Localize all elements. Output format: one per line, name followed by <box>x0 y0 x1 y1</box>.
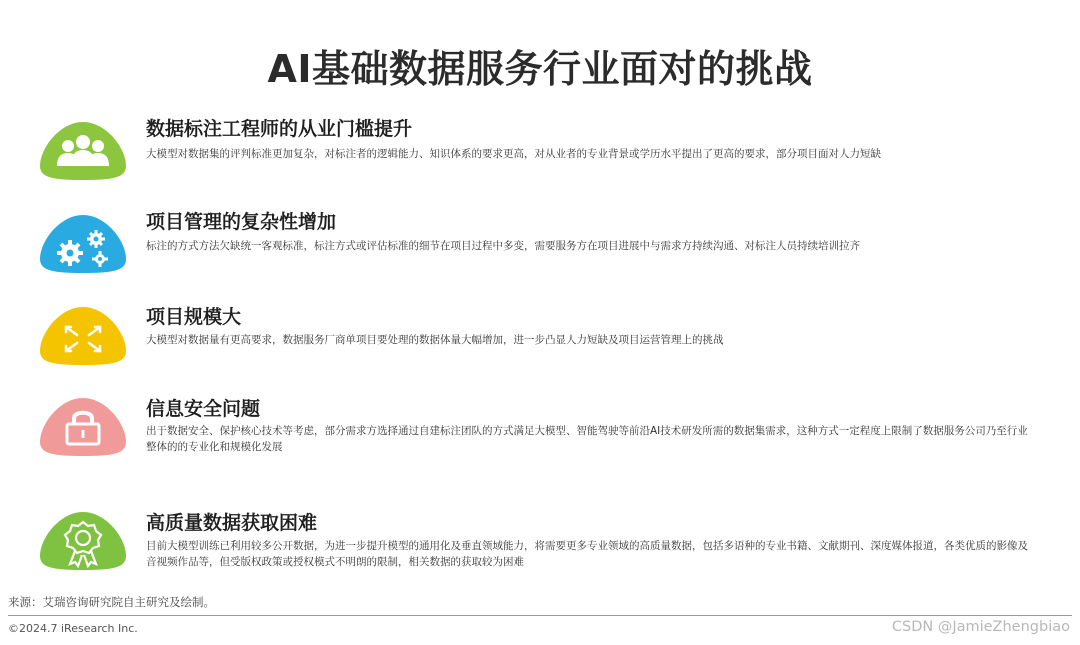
challenge-heading: 高质量数据获取困难 <box>146 512 318 534</box>
copyright: ©2024.7 iResearch Inc. <box>8 622 138 635</box>
footer-divider <box>8 615 1072 616</box>
challenge-heading: 项目管理的复杂性增加 <box>146 211 337 233</box>
challenge-description: 出于数据安全、保护核心技术等考虑，部分需求方选择通过自建标注团队的方式满足大模型、智能驾驶等前沿AI技术研发所需的数据集需求，这种方式一定程度上限制了数据服务公司乃至行业整体的的专业化和规模化发展 <box>146 425 1028 453</box>
challenge-description: 目前大模型训练已利用较多公开数据，为进一步提升模型的通用化及垂直领域能力，将需要更多专业领域的高质量数据，包括多语种的专业书籍、文献期刊、深度媒体报道，各类优质的影像及音视频作品等，但受版权政策或授权模式不明朗的限制，相关数据的获取较为困难 <box>146 540 1028 568</box>
watermark: CSDN @JamieZhengbiao <box>891 619 1070 635</box>
challenge-description: 大模型对数据集的评判标准更加复杂，对标注者的逻辑能力、知识体系的要求更高，对从业者的专业背景或学历水平提出了更高的要求，部分项目面对人力短缺 <box>146 148 881 160</box>
source-note: 来源：艾瑞咨询研究院自主研究及绘制。 <box>8 595 215 609</box>
challenge-heading: 项目规模大 <box>146 306 242 328</box>
challenge-heading: 数据标注工程师的从业门槛提升 <box>146 118 413 140</box>
people-icon <box>40 120 126 180</box>
challenge-description: 大模型对数据量有更高要求，数据服务厂商单项目要处理的数据体量大幅增加，进一步凸显人力短缺及项目运营管理上的挑战 <box>146 334 724 346</box>
lock-icon <box>40 396 126 456</box>
challenge-description: 标注的方式方法欠缺统一客观标准，标注方式或评估标准的细节在项目过程中多变，需要服务方在项目进展中与需求方持续沟通、对标注人员持续培训拉齐 <box>146 240 860 252</box>
expand-arrows-icon <box>40 305 126 365</box>
gears-icon <box>40 213 126 273</box>
challenge-heading: 信息安全问题 <box>146 398 261 420</box>
award-icon <box>40 510 126 570</box>
page-title: AI基础数据服务行业面对的挑战 <box>267 47 813 91</box>
